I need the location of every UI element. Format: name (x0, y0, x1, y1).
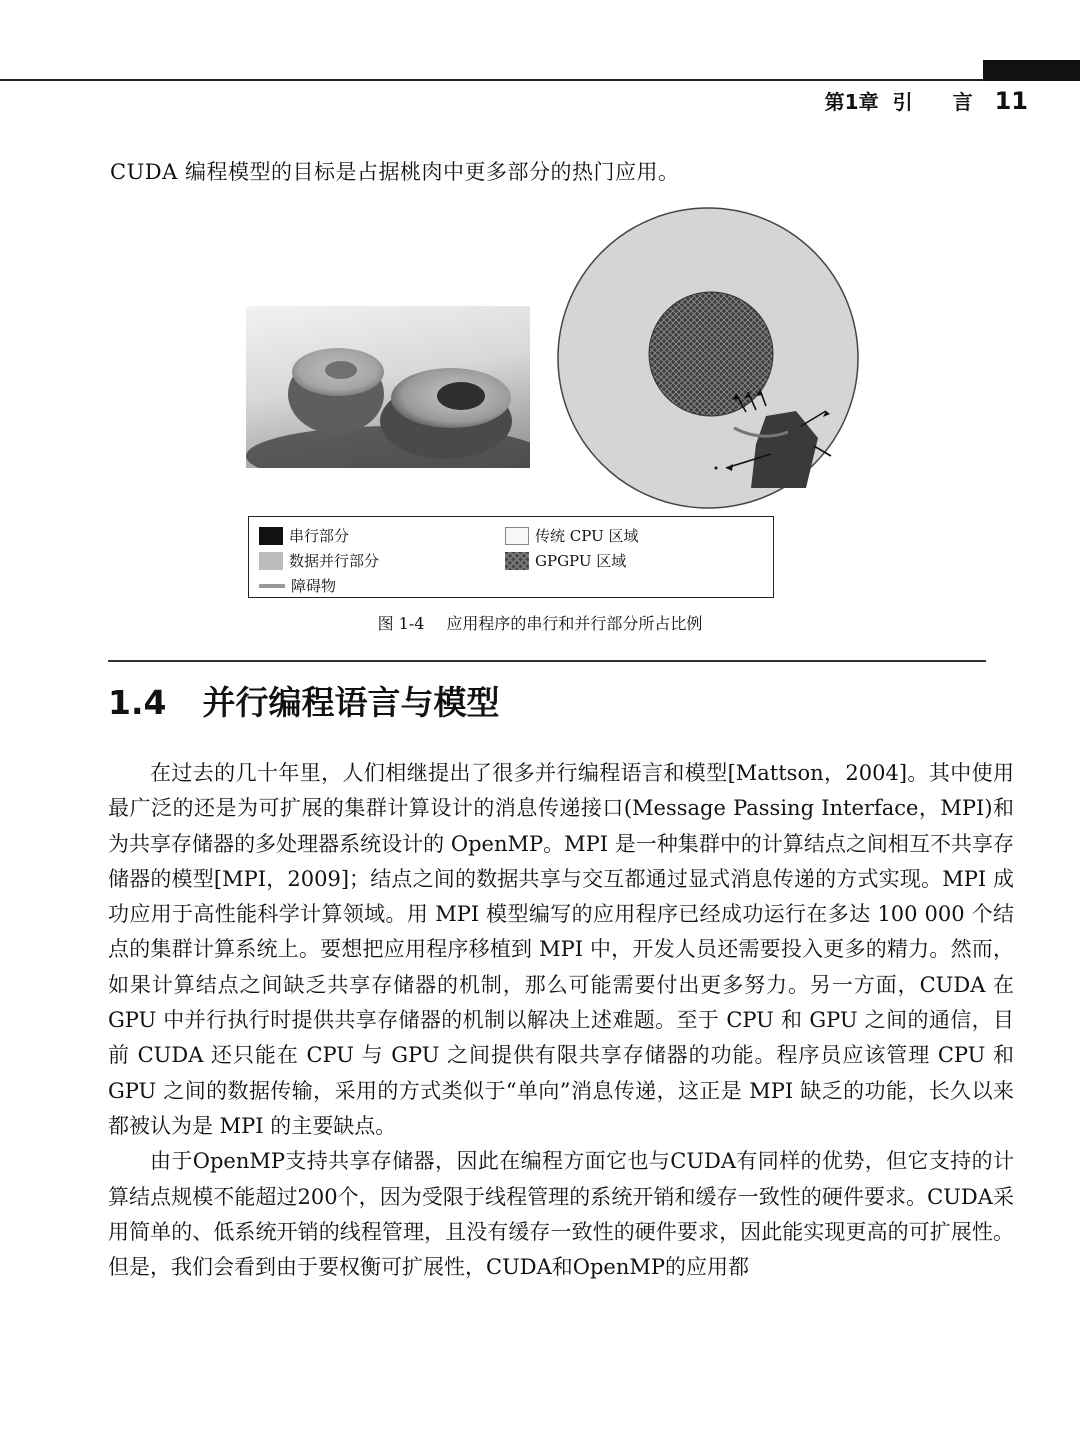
legend-serial-label: 串行部分 (289, 527, 350, 545)
chapter-title-1: 引 (892, 90, 913, 114)
page-number: 11 (994, 87, 1028, 115)
chapter-label: 第1章 (824, 90, 879, 114)
legend-gpgpu-region-label: GPGPU 区域 (535, 552, 627, 570)
figure-caption-number: 图 1-4 (377, 614, 425, 633)
gpgpu-region-circle (649, 292, 773, 416)
section-rule (108, 660, 986, 662)
top-tab (983, 60, 1080, 81)
intro-line: CUDA 编程模型的目标是占据桃肉中更多部分的热门应用。 (110, 160, 680, 184)
top-rule (0, 79, 1080, 81)
paragraph-1: 在过去的几十年里，人们相继提出了很多并行编程语言和模型[Mattson，2004]。其中使用最广泛的还是为可扩展的集群计算设计的消息传递接口(Message Passing Interface，MPI)和为共享存储器的多处理器系统设计的 OpenMP。MPI 是一种集群中的计算结点之间相互不共享存储器的模型[MPI，2009]；结点之间的数据共享与交互都通过显式消息传递的方式实现。MPI 成功应用于高性能科学计算领域。用 MPI 模型编写的应用程序已经成功运行在多达 100 000 个结点的集群计算系统上。要想把应用程序移植到 MPI 中，开发人员还需要投入更多的精力。然而，如果计算结点之间缺乏共享存储器的机制，那么可能需要付出更多努力。另一方面，CUDA 在 GPU 中并行执行时提供共享存储器的机制以解决上述难题。至于 CPU 和 GPU 之间的通信，目前 CUDA 还只能在 CPU 与 GPU 之间提供有限共享存储器的功能。程序员应该管理 CPU 和 GPU 之间的数据传输，采用的方式类似于“单向”消息传递，这正是 MPI 缺乏的功能，长久以来都被认为是 MPI 的主要缺点。 (108, 761, 1014, 1138)
figure-legend (248, 516, 774, 598)
legend-obstacle-label: 障碍物 (291, 577, 337, 595)
running-head (825, 86, 1028, 115)
legend-cpu-region-label: 传统 CPU 区域 (535, 527, 639, 545)
figure-caption-text: 应用程序的串行和并行部分所占比例 (446, 614, 703, 633)
peach-photo (246, 306, 530, 468)
legend-gpgpu-region (505, 550, 626, 571)
legend-obstacle (259, 575, 336, 596)
obstacle-swatch (259, 584, 285, 588)
chapter-title-2: 言 (952, 90, 973, 114)
section-heading (108, 677, 499, 724)
legend-cpu-region (505, 525, 638, 546)
legend-serial (259, 525, 349, 546)
gpgpu-region-swatch (505, 552, 529, 570)
figure-caption (0, 611, 1080, 634)
legend-data-parallel-label: 数据并行部分 (289, 552, 380, 570)
data-parallel-swatch (259, 552, 283, 570)
cpu-gpu-region-diagram (556, 206, 860, 514)
legend-data-parallel (259, 550, 379, 571)
paragraph-2: 由于OpenMP支持共享存储器，因此在编程方面它也与CUDA有同样的优势，但它支持的计算结点规模不能超过200个，因为受限于线程管理的系统开销和缓存一致性的硬件要求。CUDA采用简单的、低系统开销的线程管理，且没有缓存一致性的硬件要求，因此能实现更高的可扩展性。但是，我们会看到由于要权衡可扩展性，CUDA和OpenMP的应用都 (108, 1149, 1014, 1280)
body-text (108, 756, 1014, 1285)
cpu-region-swatch (505, 527, 529, 545)
section-title-text: 并行编程语言与模型 (202, 683, 500, 722)
section-number: 1.4 (108, 683, 167, 722)
serial-swatch (259, 527, 283, 545)
